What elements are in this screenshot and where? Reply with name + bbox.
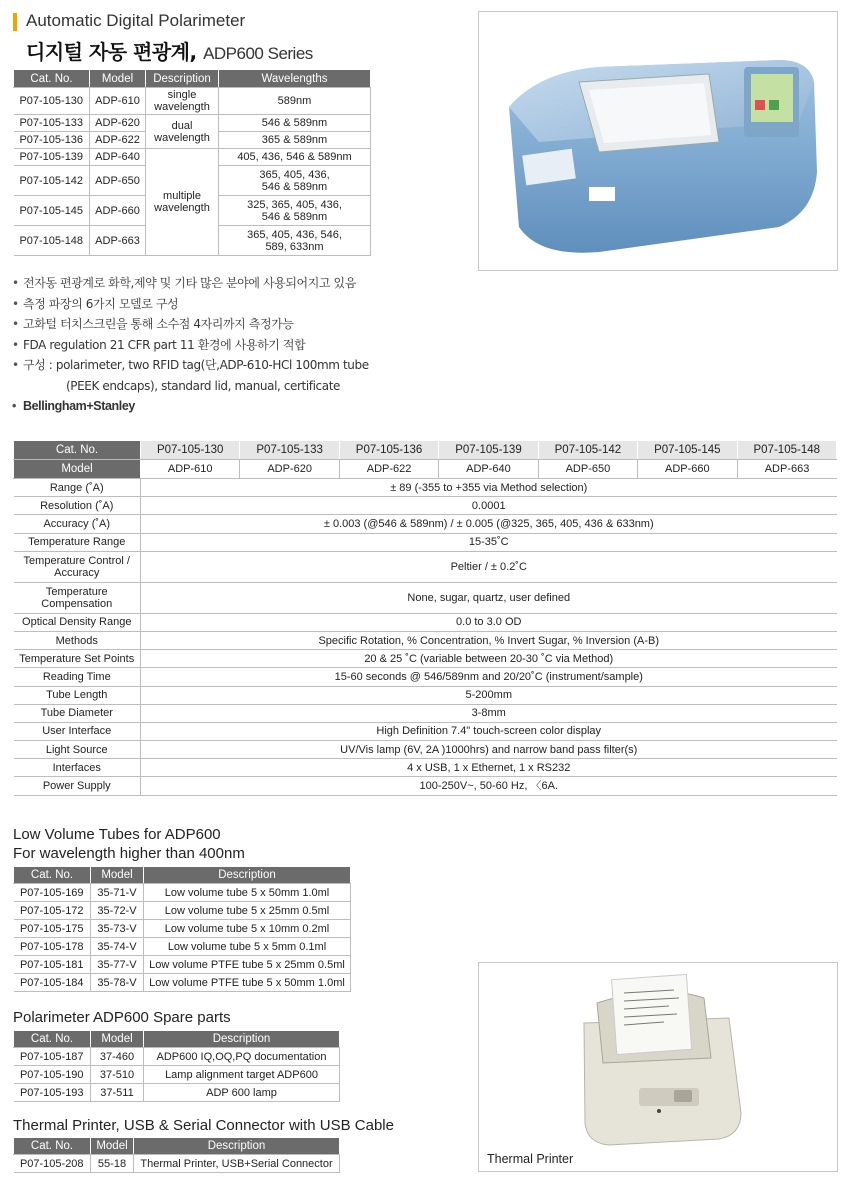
- spec-label: Temperature Control / Accuracy: [14, 551, 141, 582]
- title-korean: [26, 36, 313, 65]
- cell-model: ADP-610: [90, 88, 146, 115]
- spec-row: [14, 759, 837, 777]
- cell-cat: P07-105-145: [14, 196, 90, 226]
- product-table: [13, 69, 371, 256]
- table-row: [14, 938, 351, 956]
- table-row: [14, 902, 351, 920]
- cell-wavelength: 589nm: [219, 88, 371, 115]
- header-model: Model: [90, 70, 146, 88]
- cell-wavelength: 365, 405, 436, 546 & 589nm: [219, 166, 371, 196]
- low-volume-title: [13, 825, 245, 863]
- table-row: [14, 884, 351, 902]
- list-item: • 구성 : polarimeter, two RFID tag(단,ADP-610-HCl 100mm tube: [10, 355, 369, 376]
- spec-cat: P07-105-130: [141, 441, 240, 460]
- cell-model: 35-78-V: [91, 974, 144, 992]
- low-volume-title-1: Low Volume Tubes for ADP600: [13, 826, 221, 843]
- header-cat: Cat. No.: [14, 1138, 91, 1155]
- spec-cat: P07-105-133: [240, 441, 339, 460]
- spec-row: [14, 613, 837, 631]
- cell-cat: P07-105-133: [14, 115, 90, 132]
- header-cat: Cat. No.: [14, 70, 90, 88]
- spare-parts-title: Polarimeter ADP600 Spare parts: [13, 1009, 231, 1026]
- cell-wavelength: 365 & 589nm: [219, 132, 371, 149]
- spec-model: ADP-640: [439, 460, 538, 479]
- spec-value: UV/Vis lamp (6V, 2A )1000hrs) and narrow band pass filter(s): [141, 741, 837, 759]
- header-description: Description: [144, 867, 351, 884]
- table-row: [14, 1066, 340, 1084]
- cell-wavelength: 325, 365, 405, 436, 546 & 589nm: [219, 196, 371, 226]
- cell-model: 35-74-V: [91, 938, 144, 956]
- cell-model: ADP-660: [90, 196, 146, 226]
- cell-model: ADP-620: [90, 115, 146, 132]
- spec-label: Temperature Compensation: [14, 582, 141, 613]
- spec-row: [14, 551, 837, 582]
- cell-desc-multi: multiple wavelength: [146, 149, 219, 256]
- header-model: Model: [91, 1138, 134, 1155]
- table-row: [14, 1155, 340, 1173]
- list-item: • 고화털 터치스크린을 통해 소수점 4자리까지 측정가능: [10, 314, 369, 335]
- printer-illustration: [479, 963, 837, 1148]
- spec-value: 4 x USB, 1 x Ethernet, 1 x RS232: [141, 759, 837, 777]
- spec-value: ± 0.003 (@546 & 589nm) / ± 0.005 (@325, 365, 405, 436 & 633nm): [141, 515, 837, 533]
- spec-cat: P07-105-136: [339, 441, 438, 460]
- header-model: Model: [91, 1031, 144, 1048]
- spec-row: [14, 497, 837, 515]
- spec-cat: P07-105-139: [439, 441, 538, 460]
- cell-model: ADP-663: [90, 226, 146, 256]
- spec-model-row: [14, 460, 837, 479]
- spec-row: [14, 650, 837, 668]
- spec-row: [14, 704, 837, 722]
- spec-cat: P07-105-145: [638, 441, 737, 460]
- cell-desc: ADP 600 lamp: [144, 1084, 340, 1102]
- table-row: [14, 1084, 340, 1102]
- spec-model: ADP-663: [737, 460, 836, 479]
- spec-row: [14, 631, 837, 649]
- spec-model: ADP-620: [240, 460, 339, 479]
- header-cat: Cat. No.: [14, 1031, 91, 1048]
- spec-label: Methods: [14, 631, 141, 649]
- polarimeter-illustration: [479, 12, 837, 270]
- list-item-continuation: (PEEK endcaps), standard lid, manual, certificate: [66, 378, 340, 393]
- cell-desc: Low volume tube 5 x 10mm 0.2ml: [144, 920, 351, 938]
- spec-model: ADP-660: [638, 460, 737, 479]
- feature-list: [10, 273, 369, 417]
- cell-desc-dual: dual wavelength: [146, 115, 219, 149]
- cell-cat: P07-105-148: [14, 226, 90, 256]
- spec-value: None, sugar, quartz, user defined: [141, 582, 837, 613]
- spec-row: [14, 686, 837, 704]
- cell-cat: P07-105-190: [14, 1066, 91, 1084]
- spec-label: Light Source: [14, 741, 141, 759]
- spec-value: 15-60 seconds @ 546/589nm and 20/20˚C (instrument/sample): [141, 668, 837, 686]
- cell-model: 37-510: [91, 1066, 144, 1084]
- spec-row: [14, 479, 837, 497]
- spec-row: [14, 515, 837, 533]
- header-description: Description: [146, 70, 219, 88]
- cell-model: 37-511: [91, 1084, 144, 1102]
- cell-model: 35-71-V: [91, 884, 144, 902]
- low-volume-title-2: For wavelength higher than 400nm: [13, 845, 245, 862]
- spec-value: Peltier / ± 0.2˚C: [141, 551, 837, 582]
- spec-label: Reading Time: [14, 668, 141, 686]
- cell-desc: Low volume tube 5 x 25mm 0.5ml: [144, 902, 351, 920]
- spec-label: Temperature Range: [14, 533, 141, 551]
- thermal-printer-photo: [478, 962, 838, 1172]
- cell-cat: P07-105-175: [14, 920, 91, 938]
- spec-value: 0.0001: [141, 497, 837, 515]
- spec-value: 5-200mm: [141, 686, 837, 704]
- table-row: [14, 920, 351, 938]
- cell-cat: P07-105-187: [14, 1048, 91, 1066]
- spec-cat-label: Cat. No.: [14, 441, 141, 460]
- table-header-row: [14, 1138, 340, 1155]
- table-row: [14, 1048, 340, 1066]
- cell-cat: P07-105-181: [14, 956, 91, 974]
- spec-row: [14, 722, 837, 740]
- cell-cat: P07-105-193: [14, 1084, 91, 1102]
- spec-cat: P07-105-148: [737, 441, 836, 460]
- spec-label: Power Supply: [14, 777, 141, 795]
- spec-value: High Definition 7.4" touch-screen color display: [141, 722, 837, 740]
- header-wavelengths: Wavelengths: [219, 70, 371, 88]
- cell-desc: Low volume PTFE tube 5 x 25mm 0.5ml: [144, 956, 351, 974]
- cell-model: ADP-650: [90, 166, 146, 196]
- table-header-row: [14, 70, 371, 88]
- cell-model: 35-77-V: [91, 956, 144, 974]
- spec-table: [13, 440, 837, 796]
- table-header-row: [14, 1031, 340, 1048]
- cell-model: ADP-622: [90, 132, 146, 149]
- spec-cat-row: [14, 441, 837, 460]
- spec-value: 0.0 to 3.0 OD: [141, 613, 837, 631]
- cell-model: ADP-640: [90, 149, 146, 166]
- spec-label: User Interface: [14, 722, 141, 740]
- cell-model: 37-460: [91, 1048, 144, 1066]
- spec-label: Interfaces: [14, 759, 141, 777]
- spec-row: [14, 668, 837, 686]
- polarimeter-photo: [478, 11, 838, 271]
- cell-model: 35-73-V: [91, 920, 144, 938]
- spare-parts-table: [13, 1030, 340, 1102]
- cell-model: 35-72-V: [91, 902, 144, 920]
- printer-title: Thermal Printer, USB & Serial Connector with USB Cable: [13, 1117, 394, 1134]
- cell-desc: Low volume PTFE tube 5 x 50mm 1.0ml: [144, 974, 351, 992]
- cell-desc: ADP600 IQ,OQ,PQ documentation: [144, 1048, 340, 1066]
- title-accent-bar: [13, 13, 17, 31]
- cell-wavelength: 365, 405, 436, 546, 589, 633nm: [219, 226, 371, 256]
- spec-row: [14, 777, 837, 795]
- cell-desc: Low volume tube 5 x 50mm 1.0ml: [144, 884, 351, 902]
- cell-wavelength: 405, 436, 546 & 589nm: [219, 149, 371, 166]
- header-description: Description: [144, 1031, 340, 1048]
- cell-desc: Thermal Printer, USB+Serial Connector: [134, 1155, 340, 1173]
- table-row: [14, 974, 351, 992]
- spec-label: Tube Length: [14, 686, 141, 704]
- cell-cat: P07-105-208: [14, 1155, 91, 1173]
- spec-row: [14, 582, 837, 613]
- title-series: ADP600 Series: [203, 44, 313, 63]
- title-korean-text: 디지털 자동 편광계,: [26, 40, 197, 64]
- spec-label: Accuracy (˚A): [14, 515, 141, 533]
- spec-value: ± 89 (-355 to +355 via Method selection): [141, 479, 837, 497]
- cell-cat: P07-105-184: [14, 974, 91, 992]
- spec-label: Range (˚A): [14, 479, 141, 497]
- low-volume-table: [13, 866, 351, 992]
- spec-value: 20 & 25 ˚C (variable between 20-30 ˚C via Method): [141, 650, 837, 668]
- cell-model: 55-18: [91, 1155, 134, 1173]
- table-row: [14, 88, 371, 115]
- spec-label: Tube Diameter: [14, 704, 141, 722]
- spec-label: Optical Density Range: [14, 613, 141, 631]
- list-item: • FDA regulation 21 CFR part 11 환경에 사용하기 적합: [10, 335, 369, 356]
- cell-wavelength: 546 & 589nm: [219, 115, 371, 132]
- header-model: Model: [91, 867, 144, 884]
- cell-cat: P07-105-142: [14, 166, 90, 196]
- spec-value: 100-250V~, 50-60 Hz, 〈6A.: [141, 777, 837, 795]
- spec-model: ADP-610: [141, 460, 240, 479]
- cell-desc-single: single wavelength: [146, 88, 219, 115]
- cell-desc: Lamp alignment target ADP600: [144, 1066, 340, 1084]
- list-item: • 전자동 편광계로 화학,제약 및 기타 많은 분야에 사용되어지고 있음: [10, 273, 369, 294]
- cell-desc: Low volume tube 5 x 5mm 0.1ml: [144, 938, 351, 956]
- header-cat: Cat. No.: [14, 867, 91, 884]
- cell-cat: P07-105-136: [14, 132, 90, 149]
- spec-model: ADP-650: [538, 460, 637, 479]
- table-row: [14, 115, 371, 132]
- spec-value: Specific Rotation, % Concentration, % Invert Sugar, % Inversion (A-B): [141, 631, 837, 649]
- table-row: [14, 149, 371, 166]
- cell-cat: P07-105-178: [14, 938, 91, 956]
- header-description: Description: [134, 1138, 340, 1155]
- spec-model-label: Model: [14, 460, 141, 479]
- spec-value: 15-35˚C: [141, 533, 837, 551]
- spec-cat: P07-105-142: [538, 441, 637, 460]
- cell-cat: P07-105-130: [14, 88, 90, 115]
- spec-label: Resolution (˚A): [14, 497, 141, 515]
- cell-cat: P07-105-139: [14, 149, 90, 166]
- list-item: • 측정 파장의 6가지 모델로 구성: [10, 294, 369, 315]
- table-row: [14, 956, 351, 974]
- spec-value: 3-8mm: [141, 704, 837, 722]
- brand-item: • Bellingham+Stanley: [10, 396, 369, 417]
- spec-row: [14, 741, 837, 759]
- spec-model: ADP-622: [339, 460, 438, 479]
- title-english: Automatic Digital Polarimeter: [26, 11, 246, 30]
- cell-cat: P07-105-169: [14, 884, 91, 902]
- thermal-printer-caption: Thermal Printer: [487, 1152, 574, 1166]
- spec-label: Temperature Set Points: [14, 650, 141, 668]
- table-header-row: [14, 867, 351, 884]
- spec-row: [14, 533, 837, 551]
- cell-cat: P07-105-172: [14, 902, 91, 920]
- printer-table: [13, 1137, 340, 1173]
